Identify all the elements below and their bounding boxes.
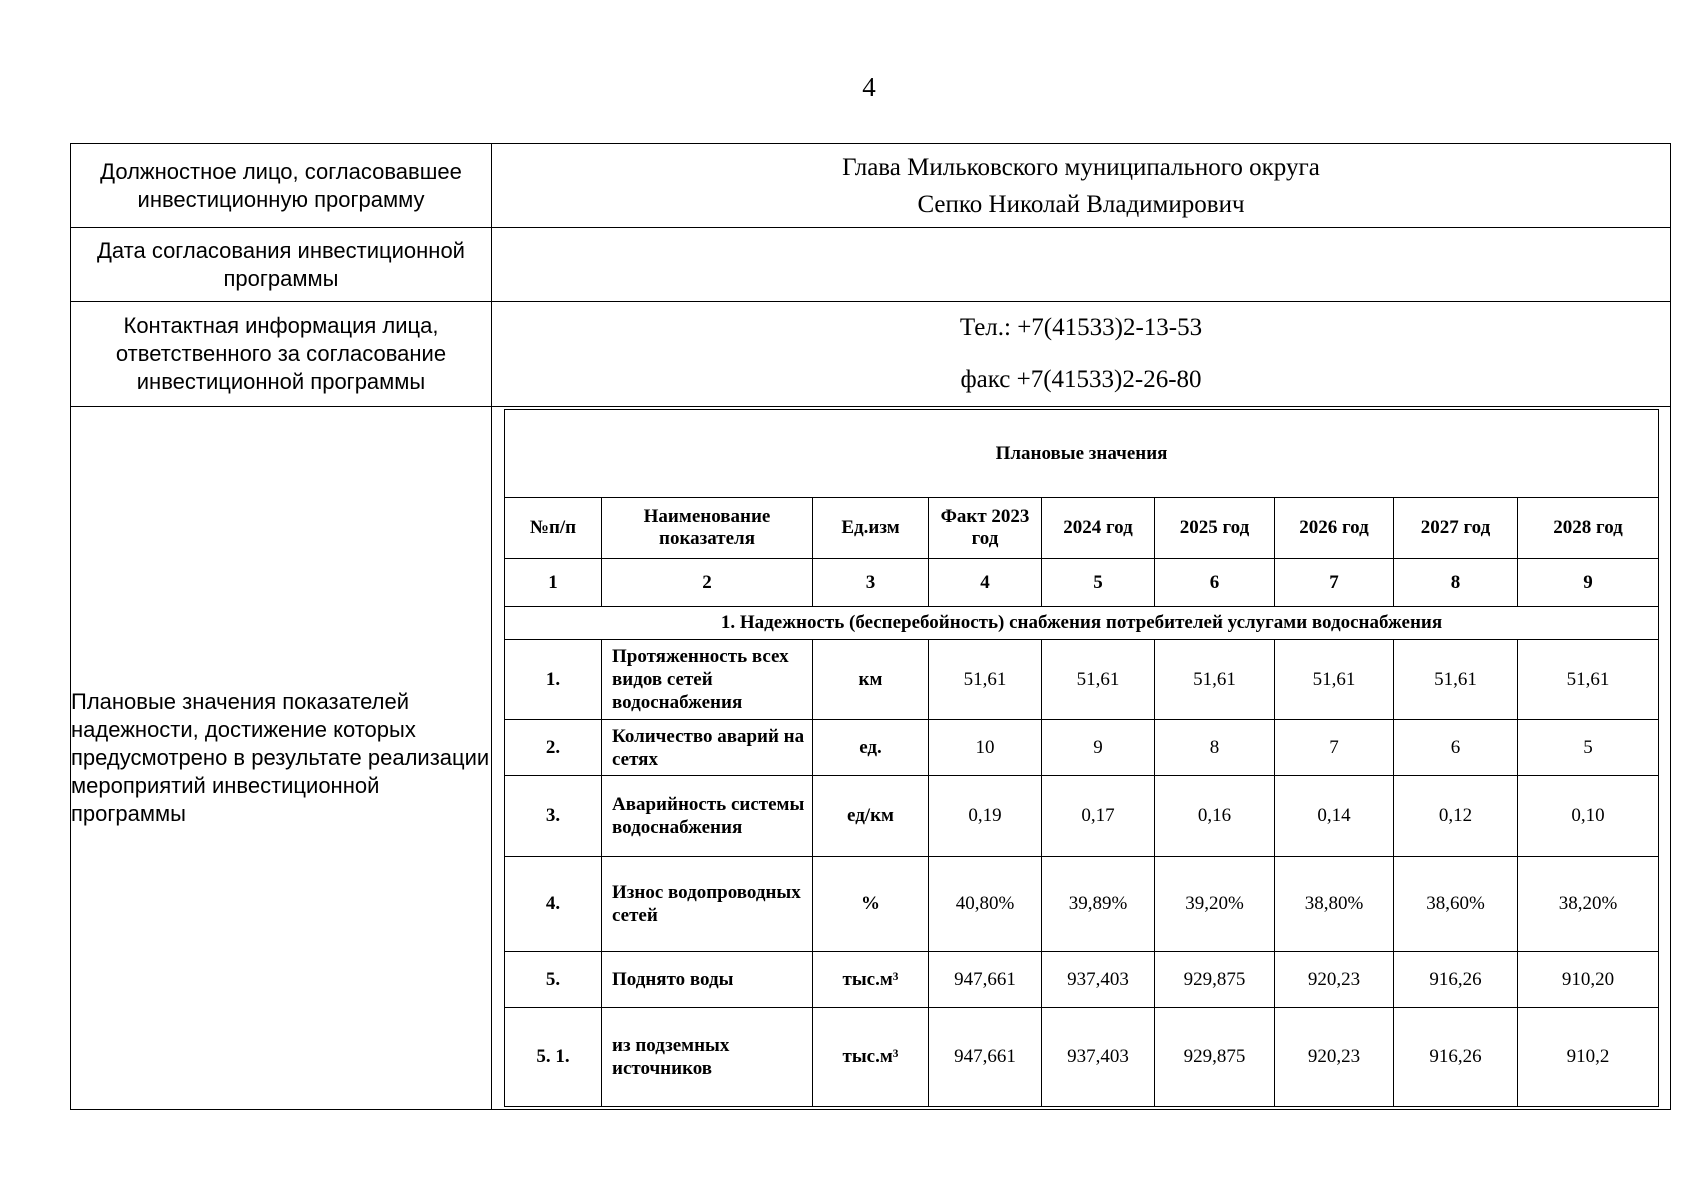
value-cell: 910,2: [1518, 1008, 1659, 1107]
value-cell: 0,19: [929, 776, 1042, 857]
column-number: 8: [1394, 559, 1518, 607]
column-number: 9: [1518, 559, 1659, 607]
header-cell: 2026 год: [1275, 498, 1394, 559]
value-cell: 910,20: [1518, 952, 1659, 1008]
column-number-row: [505, 559, 1659, 607]
value-cell: 916,26: [1394, 1008, 1518, 1107]
column-number: 5: [1042, 559, 1155, 607]
unit-cell: %: [813, 857, 929, 952]
unit-cell: тыс.м³: [813, 1008, 929, 1107]
header-cell: Факт 2023 год: [929, 498, 1042, 559]
value-cell: 937,403: [1042, 1008, 1155, 1107]
header-cell: Наименование показателя: [602, 498, 813, 559]
value-cell: 51,61: [1394, 640, 1518, 720]
row-number: 2.: [505, 720, 602, 776]
indicator-name: Количество аварий на сетях: [602, 720, 813, 776]
value-cell: 10: [929, 720, 1042, 776]
table-row: [505, 720, 1659, 776]
value-cell: 40,80%: [929, 857, 1042, 952]
indicator-name: Износ водопроводных сетей: [602, 857, 813, 952]
value-cell: 0,16: [1155, 776, 1275, 857]
value-cell: 929,875: [1155, 952, 1275, 1008]
value-cell: 38,60%: [1394, 857, 1518, 952]
header-cell: 2025 год: [1155, 498, 1275, 559]
value-cell: 38,20%: [1518, 857, 1659, 952]
value-cell: 51,61: [1275, 640, 1394, 720]
official-label: Должностное лицо, согласовавшее инвестиционную программу: [71, 144, 492, 228]
date-label: Дата согласования инвестиционной программы: [71, 228, 492, 302]
value-cell: 920,23: [1275, 1008, 1394, 1107]
value-cell: 39,89%: [1042, 857, 1155, 952]
table-row: [505, 952, 1659, 1008]
value-cell: 51,61: [929, 640, 1042, 720]
value-cell: 0,10: [1518, 776, 1659, 857]
column-number: 7: [1275, 559, 1394, 607]
value-cell: 7: [1275, 720, 1394, 776]
value-cell: 5: [1518, 720, 1659, 776]
indicator-name: Протяженность всех видов сетей водоснабжения: [602, 640, 813, 720]
value-cell: 947,661: [929, 952, 1042, 1008]
contact-label: Контактная информация лица, ответственного за согласование инвестиционной программы: [71, 302, 492, 407]
column-number: 3: [813, 559, 929, 607]
value-cell: 0,14: [1275, 776, 1394, 857]
value-cell: 937,403: [1042, 952, 1155, 1008]
table-row: [505, 1008, 1659, 1107]
date-value: [492, 228, 1671, 302]
value-cell: 8: [1155, 720, 1275, 776]
header-cell: Ед.изм: [813, 498, 929, 559]
column-number: 1: [505, 559, 602, 607]
column-number: 2: [602, 559, 813, 607]
value-cell: 38,80%: [1275, 857, 1394, 952]
indicator-name: из подземных источников: [602, 1008, 813, 1107]
table-row: [505, 857, 1659, 952]
value-cell: 9: [1042, 720, 1155, 776]
value-cell: 51,61: [1518, 640, 1659, 720]
value-cell: 39,20%: [1155, 857, 1275, 952]
header-cell: №п/п: [505, 498, 602, 559]
row-number: 5. 1.: [505, 1008, 602, 1107]
page-number: 4: [862, 72, 876, 102]
header-cell: 2027 год: [1394, 498, 1518, 559]
value-cell: 947,661: [929, 1008, 1042, 1107]
indicators-table: [504, 409, 1659, 1107]
official-value: [492, 144, 1671, 228]
value-cell: 51,61: [1042, 640, 1155, 720]
table-row: [505, 640, 1659, 720]
row-number: 5.: [505, 952, 602, 1008]
column-number: 6: [1155, 559, 1275, 607]
official-name: Сепко Николай Владимирович: [917, 190, 1245, 218]
header-cell: 2024 год: [1042, 498, 1155, 559]
table-row: [505, 776, 1659, 857]
table-title: Плановые значения: [505, 410, 1659, 498]
unit-cell: км: [813, 640, 929, 720]
official-position: Глава Мильковского муниципального округа: [842, 153, 1320, 181]
plan-value: [492, 407, 1671, 1110]
header-cell: 2028 год: [1518, 498, 1659, 559]
indicator-name: Аварийность системы водоснабжения: [602, 776, 813, 857]
header-row: [505, 498, 1659, 559]
column-number: 4: [929, 559, 1042, 607]
value-cell: 0,17: [1042, 776, 1155, 857]
value-cell: 6: [1394, 720, 1518, 776]
unit-cell: тыс.м³: [813, 952, 929, 1008]
unit-cell: ед/км: [813, 776, 929, 857]
row-number: 1.: [505, 640, 602, 720]
row-number: 3.: [505, 776, 602, 857]
value-cell: 916,26: [1394, 952, 1518, 1008]
value-cell: 51,61: [1155, 640, 1275, 720]
value-cell: 0,12: [1394, 776, 1518, 857]
plan-label: Плановые значения показателей надежности, достижение которых предусмотрено в результате реализации мероприятий инвестиционной программы: [71, 407, 492, 1110]
value-cell: 920,23: [1275, 952, 1394, 1008]
indicator-name: Поднято воды: [602, 952, 813, 1008]
contact-value: [492, 302, 1671, 407]
section-heading: 1. Надежность (бесперебойность) снабжения потребителей услугами водоснабжения: [505, 607, 1659, 640]
unit-cell: ед.: [813, 720, 929, 776]
row-number: 4.: [505, 857, 602, 952]
value-cell: 929,875: [1155, 1008, 1275, 1107]
approval-table: [70, 143, 1671, 1110]
contact-phone: Тел.: +7(41533)2-13-53: [959, 314, 1203, 341]
contact-fax: факс +7(41533)2-26-80: [960, 366, 1202, 393]
